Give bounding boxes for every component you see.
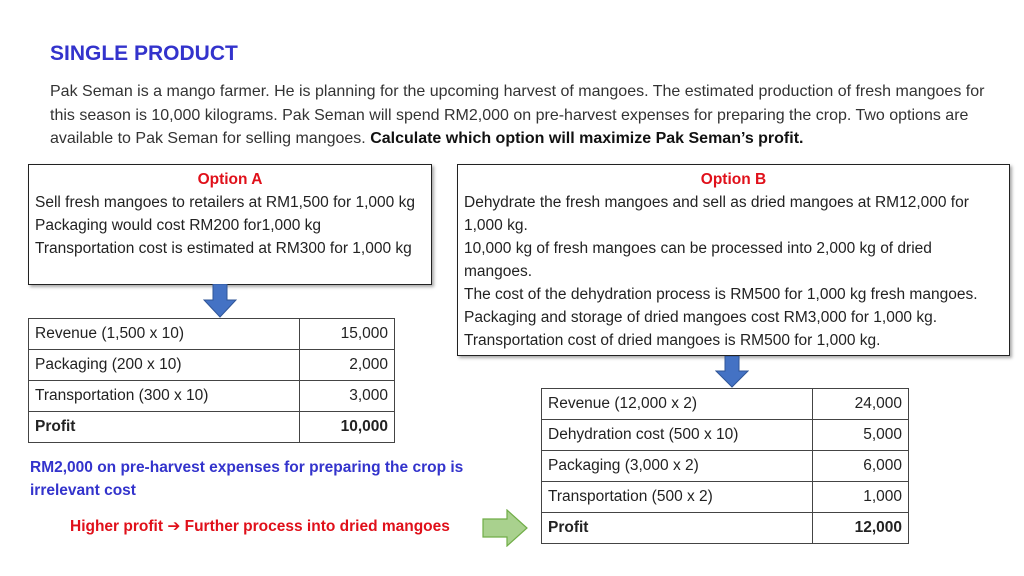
table-row: [29, 319, 395, 350]
row-label: Transportation (300 x 10): [29, 381, 300, 412]
row-label: Revenue (1,500 x 10): [29, 319, 300, 350]
total-row: [542, 513, 909, 544]
option-a-line: Transportation cost is estimated at RM300 for 1,000 kg: [35, 240, 412, 257]
right-arrow-icon: [482, 509, 528, 547]
row-label: Packaging (200 x 10): [29, 350, 300, 381]
intro-text: Pak Seman is a mango farmer. He is planning for the upcoming harvest of mangoes. The estimated production of fresh mangoes for this season is 10,000 kilograms. Pak Seman will spend RM2,000 on pre-harvest expenses for preparing the crop. Two options are available to Pak Seman for selling mangoes.: [50, 83, 985, 147]
table-row: [29, 350, 395, 381]
down-arrow-icon: [715, 356, 749, 388]
row-value: 6,000: [813, 451, 909, 482]
table-row: [542, 482, 909, 513]
option-b-line: 10,000 kg of fresh mangoes can be processed into 2,000 kg of dried mangoes.: [464, 240, 932, 280]
table-row: [542, 389, 909, 420]
option-a-box: [28, 164, 432, 285]
row-value: 15,000: [300, 319, 395, 350]
irrelevant-cost-note: RM2,000 on pre-harvest expenses for preparing the crop is irrelevant cost: [30, 459, 464, 499]
intro-emphasis: Calculate which option will maximize Pak Seman’s profit.: [370, 130, 804, 147]
option-a-line: Sell fresh mangoes to retailers at RM1,500 for 1,000 kg: [35, 194, 415, 211]
total-row: [29, 412, 395, 443]
option-a-heading: Option A: [197, 171, 263, 188]
table-row: [29, 381, 395, 412]
row-label: Dehydration cost (500 x 10): [542, 420, 813, 451]
option-a-table: [28, 318, 395, 443]
total-label: Profit: [542, 513, 813, 544]
problem-statement: [50, 80, 1000, 151]
table-row: [542, 451, 909, 482]
total-value: 12,000: [813, 513, 909, 544]
option-b-line: The cost of the dehydration process is RM500 for 1,000 kg fresh mangoes.: [464, 286, 978, 303]
row-value: 24,000: [813, 389, 909, 420]
row-label: Packaging (3,000 x 2): [542, 451, 813, 482]
option-b-table: [541, 388, 909, 544]
option-b-box: [457, 164, 1010, 356]
row-value: 5,000: [813, 420, 909, 451]
option-a-line: Packaging would cost RM200 for1,000 kg: [35, 217, 322, 234]
conclusion-note: [70, 517, 450, 536]
total-value: 10,000: [300, 412, 395, 443]
table-row: [542, 420, 909, 451]
down-arrow-icon: [203, 284, 237, 318]
row-value: 3,000: [300, 381, 395, 412]
row-label: Revenue (12,000 x 2): [542, 389, 813, 420]
row-value: 2,000: [300, 350, 395, 381]
right-arrow-glyph-icon: ➔: [167, 518, 181, 535]
page-title: SINGLE PRODUCT: [50, 42, 238, 65]
option-b-heading: Option B: [700, 171, 767, 188]
option-b-line: Packaging and storage of dried mangoes cost RM3,000 for 1,000 kg.: [464, 309, 938, 326]
total-label: Profit: [29, 412, 300, 443]
row-value: 1,000: [813, 482, 909, 513]
option-b-line: Transportation cost of dried mangoes is RM500 for 1,000 kg.: [464, 332, 881, 349]
option-b-line: Dehydrate the fresh mangoes and sell as dried mangoes at RM12,000 for 1,000 kg.: [464, 194, 969, 234]
row-label: Transportation (500 x 2): [542, 482, 813, 513]
conclusion-prefix: Higher profit: [70, 518, 163, 535]
conclusion-suffix: Further process into dried mangoes: [184, 518, 450, 535]
